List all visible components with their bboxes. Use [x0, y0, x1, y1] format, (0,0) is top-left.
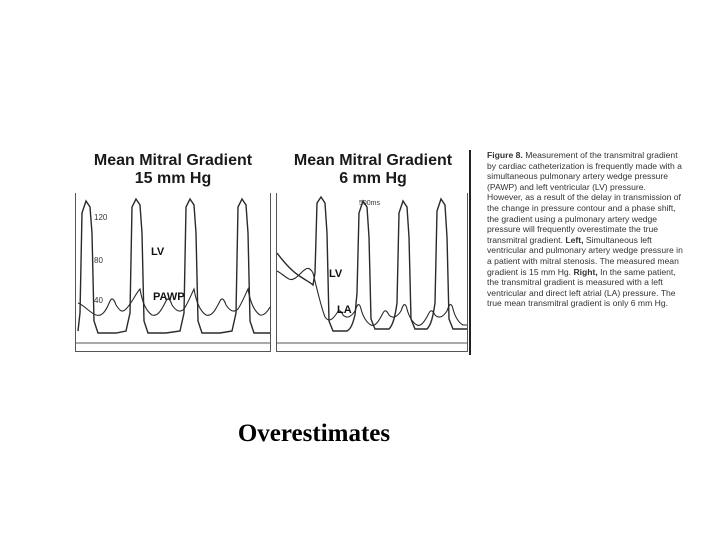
right-lv-trace — [277, 197, 467, 331]
right-lv-label: LV — [329, 268, 343, 280]
overestimates-heading: Overestimates — [237, 420, 391, 447]
right-pressure-tracing — [276, 193, 468, 352]
caption-text-2: Simultaneous left ventricular and pulmonary artery wedge pressure in a patient with mitral stenosis. The measured mean gradient is 15 mm Hg. — [487, 234, 683, 277]
left-tracing-svg — [76, 193, 270, 351]
left-lv-label: LV — [151, 246, 165, 258]
right-la-label: LA — [337, 304, 352, 316]
right-title-line2: 6 mm Hg — [339, 170, 407, 187]
right-title-line1: Mean Mitral Gradient — [293, 152, 453, 169]
left-tick-40: 40 — [94, 296, 103, 305]
figure-caption — [487, 150, 683, 309]
caption-divider — [469, 150, 471, 355]
left-title-line1: Mean Mitral Gradient — [93, 152, 253, 169]
right-panel-title — [276, 152, 470, 188]
left-tick-80: 80 — [94, 256, 103, 265]
caption-text-3: In the same patient, the transmitral gradient is measured with a left ventricular and direct left atrial (LA) pressure. The true mean transmitral gradient is only 6 mm Hg. — [487, 266, 676, 309]
left-pawp-label: PAWP — [153, 291, 185, 303]
left-title-line2: 15 mm Hg — [134, 170, 212, 187]
left-tick-120: 120 — [94, 213, 108, 222]
caption-left-label: Left, — [565, 234, 584, 245]
caption-text-1: Measurement of the transmitral gradient by cardiac catheterization is frequently made with a simultaneous pulmonary artery wedge pressure (PAWP) and left ventricular (LV) pressure. However, as a result of the delay in transmission of the change in pressure contour and a phase shift, the gradient using a pulmonary artery wedge pressure will frequently overestimate the true transmitral gradient. — [487, 150, 682, 245]
right-tracing-svg — [277, 193, 467, 351]
left-pressure-tracing — [75, 193, 271, 352]
caption-right-label: Right, — [573, 266, 598, 277]
time-marker-label: 500ms — [359, 200, 381, 207]
figure-label: Figure 8. — [487, 150, 523, 160]
left-panel-title — [75, 152, 271, 188]
right-la-trace — [277, 268, 467, 325]
